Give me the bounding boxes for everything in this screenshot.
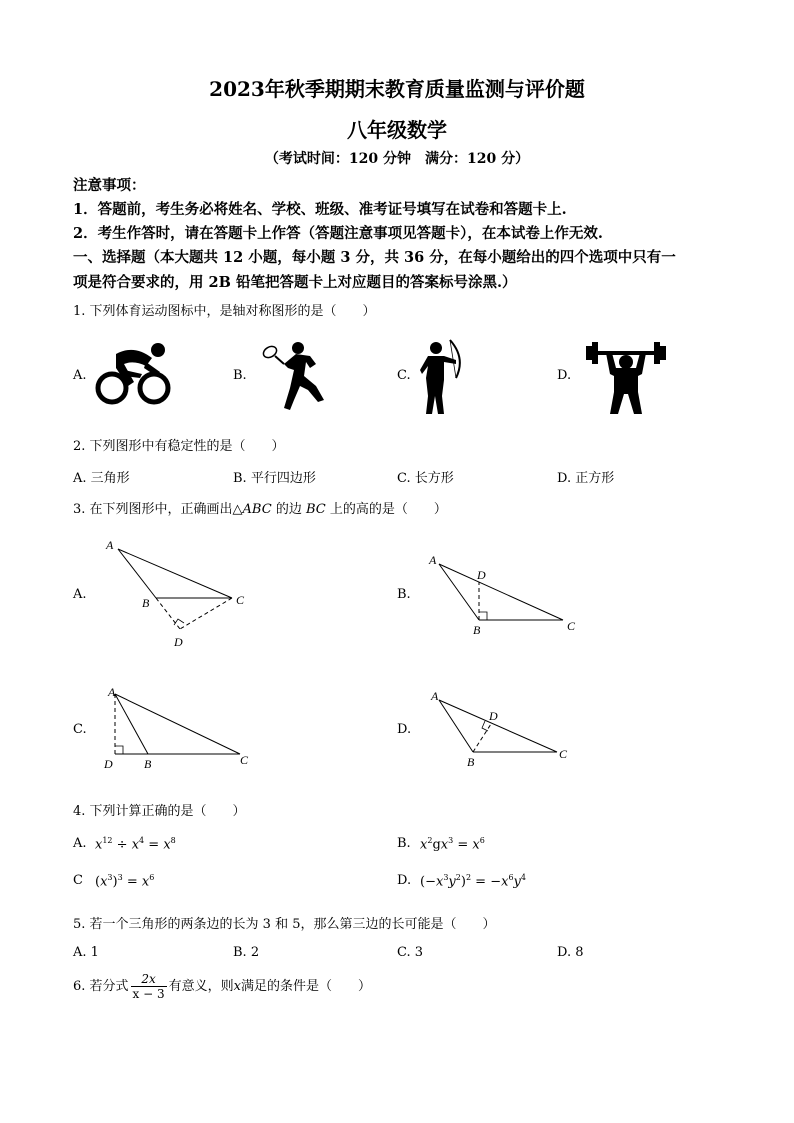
section1-line2: 项是符合要求的，用 2B 铅笔把答题卡上对应题目的答案标号涂黑.）: [73, 274, 517, 291]
q4-label-c: C: [73, 873, 83, 888]
point-label-c: C: [567, 619, 576, 633]
point-label-c: C: [240, 753, 249, 767]
q4-label-d: D.: [397, 873, 412, 888]
archery-icon: [420, 338, 466, 416]
q4-option-b-expr: $x^2gx^3 = x^6$: [420, 836, 485, 853]
tennis-icon: [260, 340, 336, 412]
notes-item-2: 2．考生作答时，请在答题卡上作答（答题注意事项见答题卡），在本试卷上作无效.: [73, 225, 603, 242]
q3-figure-d: [425, 686, 585, 776]
point-label-c: C: [559, 747, 568, 761]
q4-label-b: B.: [397, 836, 411, 851]
point-label-b: B: [142, 596, 150, 610]
q5-option-b: B. 2: [233, 945, 260, 960]
q1-label-d: D.: [557, 368, 572, 383]
q2-stem: 2. 下列图形中有稳定性的是（ ）: [73, 439, 285, 454]
point-label-a: A: [429, 553, 437, 567]
point-label-b: B: [144, 757, 152, 771]
q1-label-c: C.: [397, 368, 411, 383]
q5-stem: 5. 若一个三角形的两条边的长为 3 和 5，那么第三边的长可能是（ ）: [73, 917, 496, 932]
point-label-b: B: [473, 623, 481, 637]
point-label-d: D: [104, 757, 113, 771]
q3-figure-a: [100, 535, 260, 655]
q3-label-a: A.: [73, 587, 87, 602]
point-label-c: C: [236, 593, 245, 607]
exam-info: （考试时间：120 分钟 满分：120 分）: [264, 151, 530, 167]
weightlifting-icon: [586, 336, 666, 416]
q4-option-d-expr: $(-x^3y^2)^2 = -x^6y^4$: [420, 873, 526, 890]
q5-option-d: D. 8: [557, 945, 584, 960]
q3-label-d: D.: [397, 722, 412, 737]
point-label-a: A: [108, 685, 116, 699]
q2-option-d: D. 正方形: [557, 471, 615, 486]
q2-option-c: C. 长方形: [397, 471, 454, 486]
point-label-d: D: [174, 635, 183, 649]
point-label-d: D: [477, 568, 486, 582]
point-label-a: A: [431, 689, 439, 703]
q2-option-a: A. 三角形: [73, 471, 130, 486]
q1-label-a: A.: [73, 368, 87, 383]
q1-stem: 1. 下列体育运动图标中，是轴对称图形的是（ ）: [73, 304, 376, 319]
q4-stem: 4. 下列计算正确的是（ ）: [73, 804, 246, 819]
q4-option-c-expr: $(x^3)^3 = x^6$: [95, 873, 155, 890]
notes-item-1: 1．答题前，考生务必将姓名、学校、班级、准考证号填写在试卷和答题卡上.: [73, 201, 567, 218]
q1-label-b: B.: [233, 368, 247, 383]
q3-label-c: C.: [73, 722, 87, 737]
q4-option-a-expr: $x^{12} \div x^4 = x^8$: [95, 836, 176, 853]
q5-option-a: A. 1: [73, 945, 99, 960]
point-label-a: A: [106, 538, 114, 552]
q6-fraction: $\frac{2x}{x - 3}$: [132, 972, 165, 1001]
section1-line1: 一、选择题（本大题共 12 小题，每小题 3 分，共 36 分，在每小题给出的四个选项中只有一: [73, 249, 676, 266]
q3-stem: 3. 在下列图形中，正确画出△ABC 的边 BC 上的高的是（ ）: [73, 502, 447, 517]
q3-figure-c: [100, 682, 260, 772]
q2-option-b: B. 平行四边形: [233, 471, 316, 486]
q4-label-a: A.: [73, 836, 87, 851]
notes-heading: 注意事项：: [73, 177, 146, 194]
page-title: 2023年秋季期期末教育质量监测与评价题: [209, 77, 585, 101]
point-label-d: D: [489, 709, 498, 723]
page-subtitle: 八年级数学: [347, 118, 447, 142]
point-label-b: B: [467, 755, 475, 769]
cycling-icon: [94, 340, 174, 408]
q3-figure-b: [425, 550, 585, 640]
q5-option-c: C. 3: [397, 945, 424, 960]
q6-stem: 6. 若分式 $\frac{2x}{x - 3}$ 有意义，则x满足的条件是（ ）: [73, 972, 372, 1001]
q3-label-b: B.: [397, 587, 411, 602]
